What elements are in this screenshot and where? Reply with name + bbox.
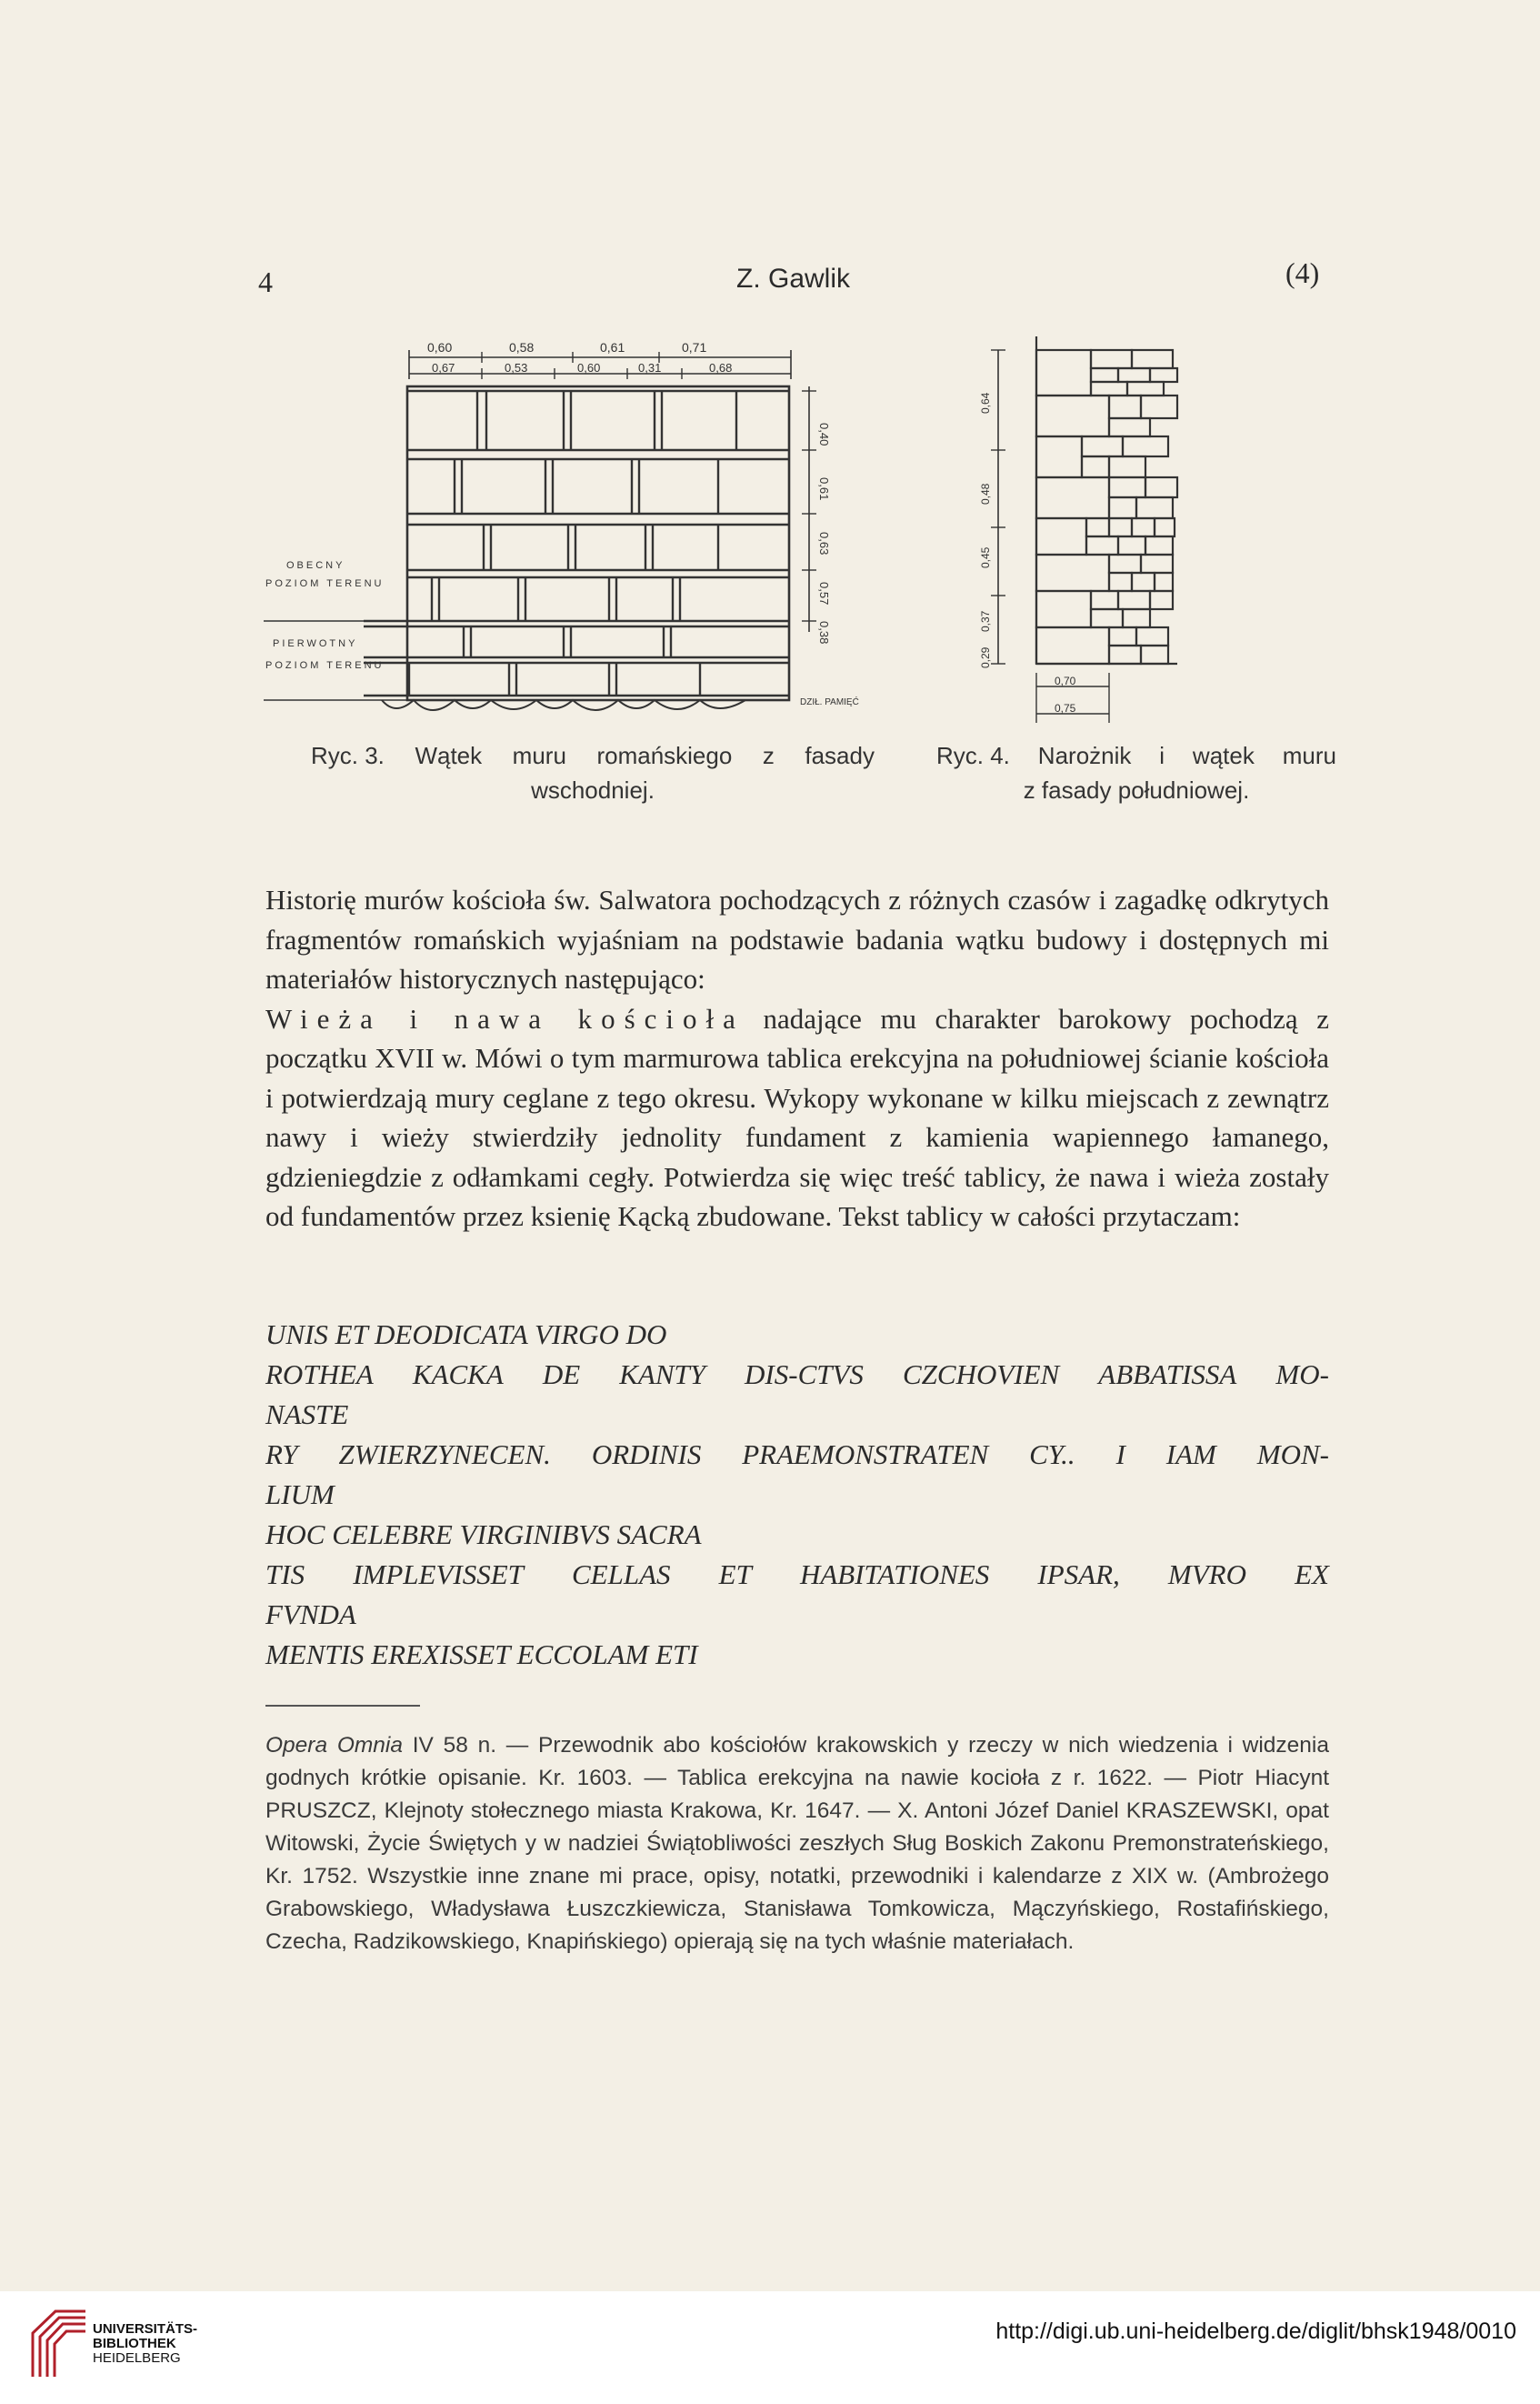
body-paragraph-2-text: nadające mu charakter barokowy pochodzą z początku XVII w. Mówi o tym marmurowa tablica erekcyjna na południowej ścianie kościoła i potwierdzają mury ceglane z tego okresu. Wykopy wykonane w kilku miejscach z zewnątrz nawy i wieży stwierdziły jednolity fundament z kamienia wapiennego łamanego, gdzieniegdzie z odłamkami cegły. Potwierdza się więc treść tablicy, że nawa i wieża zostały od fundamentów przez ksienię Kącką zbudowane. Tekst tablicy w całości przytaczam: [265, 1002, 1329, 1232]
inscription-word: ET [718, 1558, 752, 1590]
caption-3-line2: wschodniej. [531, 776, 655, 804]
dim-bottom-main: 0,75 [1055, 702, 1076, 715]
dim-side-4: 0,37 [979, 610, 992, 632]
dim-bottom-4: 0,31 [638, 361, 662, 375]
inscription-word: I [1115, 1438, 1125, 1470]
figure-4-corner-drawing [979, 332, 1255, 723]
dim-right-3: 0,63 [817, 532, 831, 556]
dim-top-1: 0,60 [427, 340, 453, 355]
dim-bottom-2: 0,53 [505, 361, 528, 375]
dim-bottom-5: 0,68 [709, 361, 733, 375]
caption-4-word: Narożnik [1037, 742, 1132, 769]
inscription-word: MO- [1275, 1358, 1329, 1390]
dim-bottom-1: 0,67 [432, 361, 455, 375]
source-url-link[interactable]: http://digi.ub.uni-heidelberg.de/diglit/bhsk1948/0010 [995, 2319, 1516, 2344]
inscription-word: PRAEMONSTRATEN [742, 1438, 989, 1470]
label-right: DZIŁ. PAMIĘĆ [800, 697, 859, 707]
dim-side-1: 0,64 [979, 392, 992, 414]
figure-3-wall-drawing [245, 332, 900, 723]
inscription-word: DIS-CTVS [745, 1358, 864, 1390]
inscription-word: ORDINIS [591, 1438, 702, 1470]
inscription-word: IAM [1165, 1438, 1216, 1470]
inscription-word: EX [1295, 1558, 1329, 1590]
caption-4-ryc: Ryc. 4. [936, 742, 1010, 769]
dim-side-2: 0,48 [979, 483, 992, 505]
inscription-line: NASTE [265, 1398, 349, 1430]
inscription-word: IMPLEVISSET [353, 1558, 524, 1590]
inscription-word: ROTHEA [265, 1358, 374, 1390]
caption-4-word: muru [1282, 742, 1336, 769]
section-number: (4) [1285, 256, 1320, 289]
dim-right-5: 0,38 [817, 621, 831, 645]
label-poziom-terenu-1: POZIOM TERENU [265, 578, 385, 589]
dim-top-4: 0,71 [682, 340, 707, 355]
library-name-line: BIBLIOTHEK [93, 2336, 176, 2351]
caption-3-word: z [762, 742, 775, 769]
caption-3-word: fasady [805, 742, 875, 769]
library-logo-icon [15, 2306, 89, 2380]
label-obecny: OBECNY [286, 560, 345, 571]
label-pierwotny: PIERWOTNY [273, 638, 358, 649]
library-footer [0, 2291, 1540, 2404]
inscription-word: TIS [265, 1558, 305, 1590]
inscription-word: ABBATISSA [1098, 1358, 1237, 1390]
spaced-heading: Wieża i nawa kościoła [265, 1002, 745, 1035]
inscription-line: LIUM [265, 1478, 335, 1510]
body-text [265, 880, 1329, 1237]
inscription-line [265, 1355, 1329, 1395]
inscription-text [265, 1315, 1329, 1675]
running-header [0, 256, 1540, 302]
dim-side-5: 0,29 [979, 646, 992, 668]
body-paragraph-1: Historię murów kościoła św. Salwatora pochodzących z różnych czasów i zagadkę odkrytych fragmentów romańskich wyjaśniam na podstawie badania wątku budowy i dostępnych mi materiałów historycznych następująco: [265, 884, 1329, 995]
library-name-line: UNIVERSITÄTS- [93, 2321, 198, 2337]
inscription-word: ZWIERZYNECEN. [338, 1438, 551, 1470]
dim-bottom-3: 0,60 [577, 361, 601, 375]
inscription-word: KACKA [412, 1358, 504, 1390]
label-poziom-terenu-2: POZIOM TERENU [265, 660, 385, 671]
footnote-divider [265, 1705, 420, 1707]
body-paragraph-2 [265, 999, 1329, 1237]
dim-right-4: 0,57 [817, 582, 831, 606]
inscription-word: HABITATIONES [799, 1558, 990, 1590]
inscription-word: MVRO [1167, 1558, 1247, 1590]
inscription-line: MENTIS EREXISSET ECCOLAM ETI [265, 1638, 698, 1670]
dim-right-1: 0,40 [817, 423, 831, 446]
caption-3-word: muru [512, 742, 566, 769]
caption-3-word: romańskiego [596, 742, 733, 769]
footnote-source: Opera Omnia [265, 1733, 403, 1758]
library-name-line: HEIDELBERG [93, 2350, 181, 2366]
dim-top-2: 0,58 [509, 340, 535, 355]
caption-4-word: i [1159, 742, 1165, 769]
inscription-word: MON- [1256, 1438, 1329, 1470]
inscription-word: RY [265, 1438, 298, 1470]
footnote-text: IV 58 n. — Przewodnik abo kościołów krakowskich y rzeczy w nich wiedzenia i widzenia godnych krótkie opisanie. Kr. 1603. — Tablica erekcyjna na nawie kocioła z r. 1622. — Piotr Hiacynt PRUSZCZ, Klejnoty stołecznego miasta Krakowa, Kr. 1647. — X. Antoni Józef Daniel KRASZEWSKI, opat Witowski, Życie Świętych y w nadziei Świątobliwości zeszłych Sług Boskich Zakonu Premonstrateńskiego, Kr. 1752. Wszystkie inne znane mi prace, opisy, notatki, przewodniki i kalendarze z XIX w. (Ambrożego Grabowskiego, Władysława Łuszczkiewicza, Stanisława Tomkowicza, Mączyńskiego, Rostafińskiego, Czecha, Radzikowskiego, Knapińskiego) opierają się na tych właśnie materiałach. [265, 1733, 1329, 1954]
page-number: 4 [258, 265, 273, 298]
inscription-word: DE [542, 1358, 581, 1390]
inscription-word: IPSAR, [1037, 1558, 1120, 1590]
inscription-word: CELLAS [572, 1558, 671, 1590]
caption-3-ryc: Ryc. 3. [311, 742, 385, 769]
dim-bottom-small: 0,70 [1055, 675, 1076, 687]
caption-4-word: wątek [1192, 742, 1255, 769]
dim-side-3: 0,45 [979, 546, 992, 568]
footnote [265, 1729, 1329, 1958]
inscription-word: CY.. [1029, 1438, 1075, 1470]
inscription-line: HOC CELEBRE VIRGINIBVS SACRA [265, 1518, 702, 1550]
figure-4-caption [936, 738, 1336, 807]
dim-right-2: 0,61 [817, 477, 831, 501]
library-name [93, 2322, 197, 2366]
inscription-word: CZCHOVIEN [902, 1358, 1060, 1390]
inscription-line [265, 1435, 1329, 1475]
inscription-line: FVNDA [265, 1598, 356, 1630]
inscription-line [265, 1555, 1329, 1595]
dim-top-3: 0,61 [600, 340, 625, 355]
inscription-word: KANTY [619, 1358, 705, 1390]
caption-3-word: Wątek [415, 742, 483, 769]
running-author: Z. Gawlik [736, 264, 851, 294]
inscription-line: UNIS ET DEODICATA VIRGO DO [265, 1318, 667, 1350]
figure-3-caption [311, 738, 875, 807]
caption-4-line2: z fasady południowej. [1023, 776, 1250, 804]
